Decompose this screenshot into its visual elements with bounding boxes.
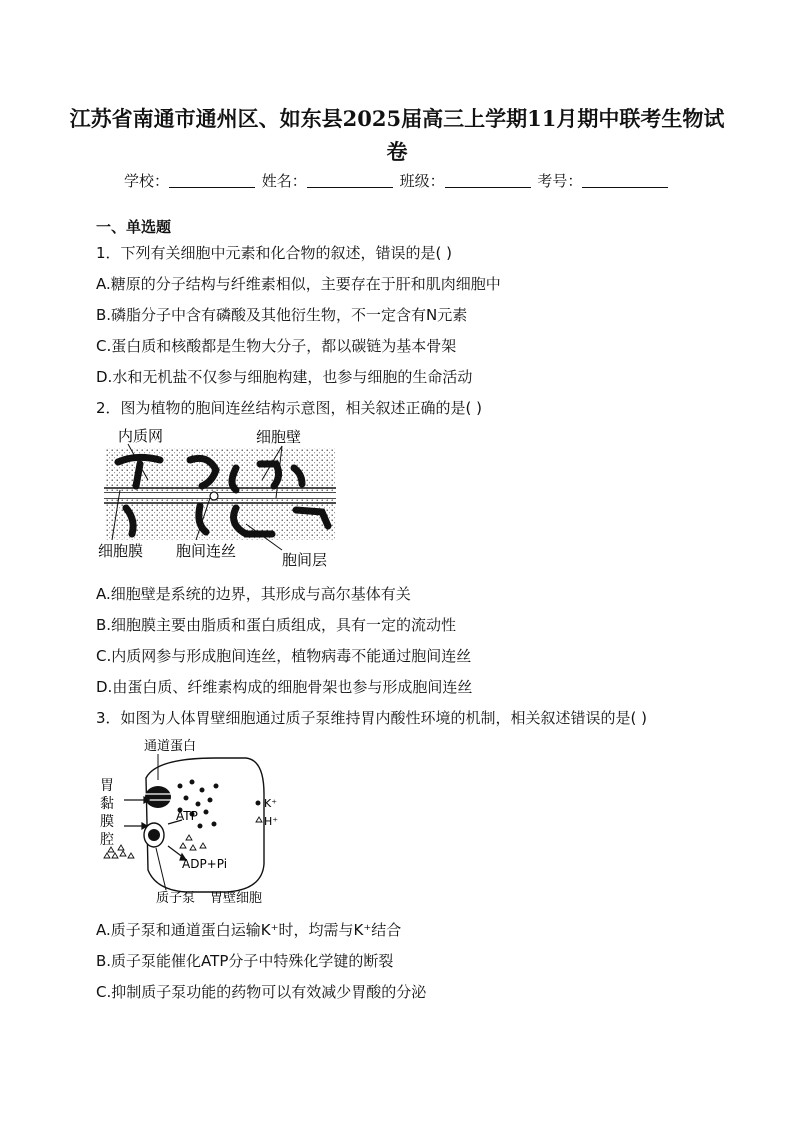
exam-number-label: 考号： <box>537 172 583 190</box>
h-ion-triangles <box>104 817 262 858</box>
q1-option-a: A.糖原的分子结构与纤维素相似，主要存在于肝和肌肉细胞中 <box>96 275 501 293</box>
label-atp: ATP <box>176 809 198 823</box>
label-channel-protein: 通道蛋白 <box>144 739 197 754</box>
label-lumen-1: 胃 <box>100 778 114 794</box>
label-cell-wall: 细胞壁 <box>256 428 302 446</box>
label-proton-pump: 质子泵 <box>156 891 196 906</box>
label-h-ion: H⁺ <box>264 815 279 828</box>
label-adp: ADP+Pi <box>182 857 228 871</box>
label-lumen-3: 膜 <box>100 814 114 830</box>
name-label: 姓名： <box>261 172 307 190</box>
label-k-ion: K⁺ <box>264 797 278 810</box>
label-lumen-4: 腔 <box>100 832 114 848</box>
q2-option-d: D.由蛋白质、纤维素构成的细胞骨架也参与形成胞间连丝 <box>96 678 473 696</box>
q3-option-b: B.质子泵能催化ATP分子中特殊化学键的断裂 <box>96 952 394 970</box>
label-plasmodesma: 胞间连丝 <box>176 542 237 560</box>
school-blank[interactable] <box>169 173 255 188</box>
exam-title-line2: 卷 <box>386 139 408 164</box>
plasmodesmata-figure <box>96 424 346 570</box>
name-blank[interactable] <box>307 173 393 188</box>
q2-option-a: A.细胞壁是系统的边界，其形成与高尔基体有关 <box>96 585 411 603</box>
q1-option-b: B.磷脂分子中含有磷酸及其他衍生物，不一定含有N元素 <box>96 306 468 324</box>
label-er: 内质网 <box>118 427 164 445</box>
label-lumen-2: 黏 <box>100 796 114 812</box>
label-cell-membrane: 细胞膜 <box>98 542 144 560</box>
q2-option-c: C.内质网参与形成胞间连丝，植物病毒不能通过胞间连丝 <box>96 647 472 665</box>
class-blank[interactable] <box>445 173 531 188</box>
q1-stem: 1．下列有关细胞中元素和化合物的叙述，错误的是( ) <box>96 244 453 262</box>
q3-option-a: A.质子泵和通道蛋白运输K⁺时，均需与K⁺结合 <box>96 921 402 939</box>
label-middle-lamella: 胞间层 <box>282 551 328 569</box>
section-heading: 一、单选题 <box>96 218 172 236</box>
student-info-row <box>124 170 670 191</box>
plasmodesma-channel <box>104 493 336 498</box>
exam-title-line1: 江苏省南通市通州区、如东县2025届高三上学期11月期中联考生物试 <box>69 106 725 131</box>
q3-stem: 3．如图为人体胃壁细胞通过质子泵维持胃内酸性环境的机制，相关叙述错误的是( ) <box>96 709 648 727</box>
q2-option-b: B.细胞膜主要由脂质和蛋白质组成，具有一定的流动性 <box>96 616 457 634</box>
q2-stem: 2．图为植物的胞间连丝结构示意图，相关叙述正确的是( ) <box>96 399 483 417</box>
class-label: 班级： <box>399 172 445 190</box>
exam-number-blank[interactable] <box>582 173 668 188</box>
channel-protein-shape <box>145 786 171 808</box>
label-parietal-cell: 胃壁细胞 <box>210 891 263 906</box>
parietal-cell-outline <box>146 758 264 892</box>
school-label: 学校： <box>124 172 170 190</box>
proton-pump-figure <box>96 734 296 908</box>
q3-option-c: C.抑制质子泵功能的药物可以有效减少胃酸的分泌 <box>96 983 427 1001</box>
q1-option-d: D.水和无机盐不仅参与细胞构建，也参与细胞的生命活动 <box>96 368 473 386</box>
q1-option-c: C.蛋白质和核酸都是生物大分子，都以碳链为基本骨架 <box>96 337 457 355</box>
